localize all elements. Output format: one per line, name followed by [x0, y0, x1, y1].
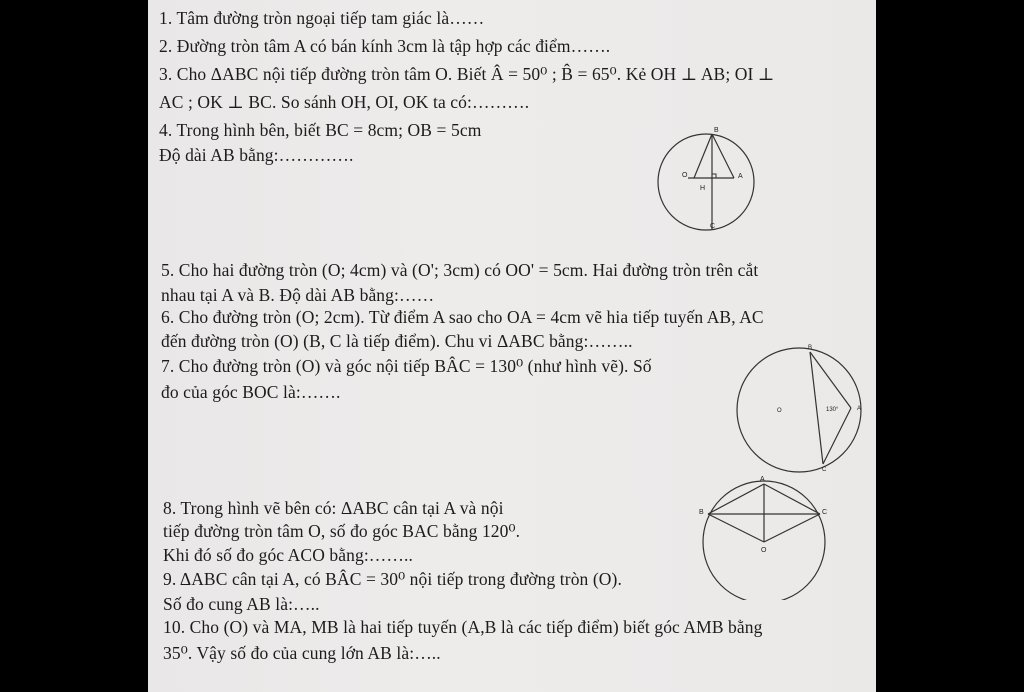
- label-c: C: [710, 223, 716, 230]
- question-6-line-1: 6. Cho đường tròn (O; 2cm). Từ điểm A sao cho OA = 4cm vẽ hia tiếp tuyến AB, AC: [161, 307, 764, 327]
- question-8-line-2: tiếp đường tròn tâm O, số đo góc BAC bằng 120⁰.: [163, 521, 521, 541]
- segment-ac: [823, 408, 851, 464]
- question-7-line-1: 7. Cho đường tròn (O) và góc nội tiếp BÂC = 130⁰ (như hình vẽ). Số: [161, 356, 652, 376]
- label-c: C: [822, 467, 827, 473]
- segment-ab: [708, 484, 764, 514]
- question-9-line-1: 9. ΔABC cân tại A, có BÂC = 30⁰ nội tiếp trong đường tròn (O).: [163, 569, 622, 589]
- figure-q8-drawing: [698, 474, 838, 600]
- question-3-line-2: AC ; OK ⊥ BC. So sánh OH, OI, OK ta có:……….: [159, 92, 530, 112]
- question-5-line-2: nhau tại A và B. Độ dài AB bằng:……: [161, 285, 435, 305]
- segment-bc: [810, 352, 823, 464]
- label-a: A: [857, 406, 862, 412]
- label-c: C: [822, 509, 828, 516]
- label-b: B: [714, 127, 719, 134]
- question-9-line-2: Số đo cung AB là:…..: [163, 594, 320, 614]
- question-10-line-2: 35⁰. Vậy số đo của cung lớn AB là:…..: [163, 643, 441, 663]
- circle-o: [737, 348, 861, 472]
- segment-bo: [694, 134, 712, 178]
- question-8-line-1: 8. Trong hình vẽ bên có: ΔABC cân tại A và nội: [163, 498, 504, 518]
- figure-q7: [733, 340, 873, 476]
- question-8-line-3: Khi đó số đo góc ACO bằng:……..: [163, 545, 413, 565]
- segment-bo: [708, 514, 764, 542]
- question-2: 2. Đường tròn tâm A có bán kính 3cm là tập hợp các điểm…….: [159, 36, 611, 56]
- label-h: H: [700, 185, 706, 192]
- question-10-line-1: 10. Cho (O) và MA, MB là hai tiếp tuyến (A,B là các tiếp điểm) biết góc AMB bằng: [163, 617, 763, 637]
- figure-q8: [698, 474, 838, 600]
- label-a: A: [760, 476, 765, 483]
- label-o: O: [682, 172, 688, 179]
- question-1: 1. Tâm đường tròn ngoại tiếp tam giác là……: [159, 8, 485, 28]
- worksheet-page: [148, 0, 876, 692]
- label-b: B: [808, 345, 813, 351]
- label-angle: 130°: [826, 407, 839, 413]
- figure-q4: [638, 122, 758, 234]
- label-b: B: [699, 509, 704, 516]
- figure-q7-drawing: [733, 340, 873, 476]
- label-a: A: [738, 173, 743, 180]
- label-o: O: [761, 547, 767, 554]
- segment-co: [764, 514, 820, 542]
- question-6-line-2: đến đường tròn (O) (B, C là tiếp điểm). Chu vi ΔABC bằng:……..: [161, 331, 633, 351]
- question-4-line-1: 4. Trong hình bên, biết BC = 8cm; OB = 5cm: [159, 120, 482, 140]
- segment-ac: [764, 484, 820, 514]
- question-5-line-1: 5. Cho hai đường tròn (O; 4cm) và (O'; 3cm) có OO' = 5cm. Hai đường tròn trên cắt: [161, 260, 759, 280]
- figure-q4-drawing: [638, 122, 758, 234]
- question-7-line-2: đo của góc BOC là:…….: [161, 382, 341, 402]
- question-4-line-2: Độ dài AB bằng:………….: [159, 145, 354, 165]
- segment-ba: [810, 352, 851, 408]
- question-3-line-1: 3. Cho ΔABC nội tiếp đường tròn tâm O. Biết Â = 50⁰ ; B̂ = 65⁰. Kẻ OH ⊥ AB; OI ⊥: [159, 64, 775, 84]
- label-o: O: [777, 408, 782, 414]
